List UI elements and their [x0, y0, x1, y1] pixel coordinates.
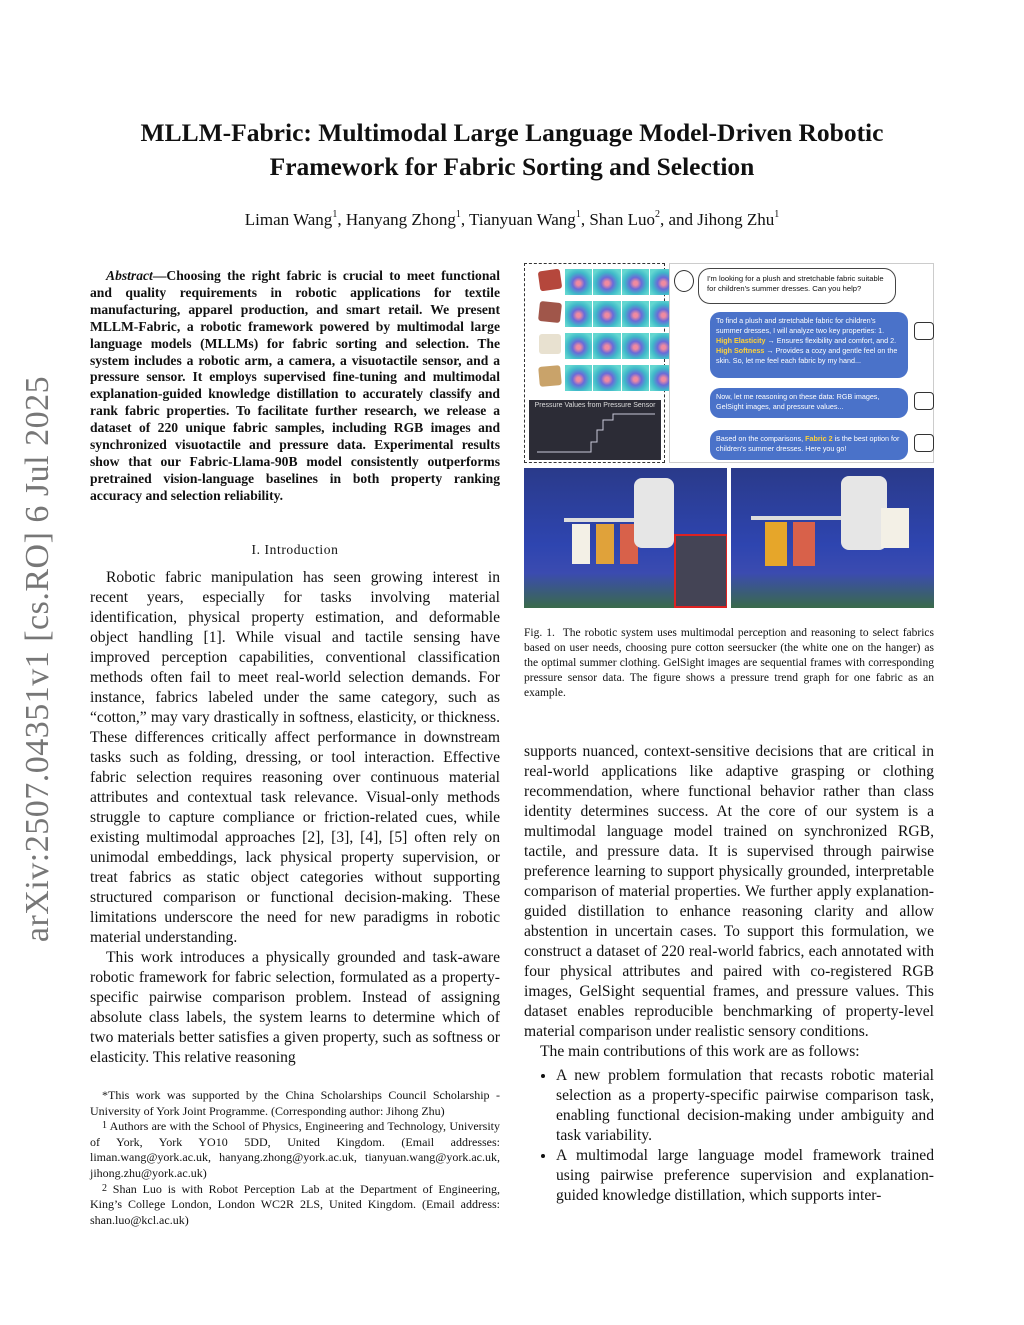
abstract: Abstract—Choosing the right fabric is crucial to meet functional and quality requirements in robotic applications for textile manufacturing, apparel production, and smart retail. We present MLLM-Fabric, a robotic framework powered by multimodal large language models (MLLMs) for fabric sorting and selection. The system includes a robotic arm, a camera, a visuotactile sensor, and a pressure sensor. It employs supervised fine-tuning and multimodal explanation-guided knowledge distillation to accurately classify and rank fabric properties. To facilitate further research, we release a dataset of 220 unique fabric samples, including RGB images and synchronized visuotactile and pressure data. Experimental results show that our Fabric-Llama-90B model consistently outperforms pretrained vision-language baselines in both property ranking accuracy and selection reliability. — [90, 268, 500, 503]
footnote-text: Authors are with the School of Physics, Engineering and Technology, University of York, York YO10 5DD, United Kingdom. (Email addresses: liman.wang@york.ac.uk, hanyang.zhong@york.ac.uk, tianyuan.wang@york.ac.uk, jihong.zhu@york.ac.uk) — [90, 1119, 500, 1180]
paragraph: Robotic fabric manipulation has seen growing interest in recent years, especially for tasks involving material identification, physical property estimation, and deformable object handling [1]. While visual and tactile sensing have improved perception capabilities, conventional classification methods often fail to meet real-world selection demands. For instance, fabrics labeled under the same category, such as “cotton,” may vary drastically in softness, elasticity, or thickness. These differences critically affect performance in downstream tasks such as folding, dressing, or tool interaction. Effective fabric selection requires reasoning over continuous material attributes and contextual task relevance. Visual-only methods struggle to capture compliance or friction-related cues, while existing multimodal approaches [2], [3], [4], [5] often rely on unimodal embeddings, lack physical property supervision, or treat fabrics as static object categories without supporting structured comparison or functional decision-making. These limitations underscore the need for new paradigms in robotic material understanding. — [90, 569, 500, 946]
author-list: Liman Wang$^1$, Hanyang Zhong$^1$, Tianyuan Wang$^1$, Shan Luo$^2$, and Jihong Zhu$^1$ — [244, 209, 780, 229]
right-column-body — [524, 742, 934, 1206]
affiliation-mark: 1 — [455, 209, 461, 220]
footnote-mark: 1 — [102, 1120, 107, 1132]
author-name: Tianyuan Wang — [469, 210, 576, 229]
caption-text: The robotic system uses multimodal perception and reasoning to select fabrics based on user needs, choosing pure cotton seersucker (the white one on the hanger) as the optimal summer clothing. GelSight images are sequential frames with corresponding pressure sensor data. The figure shows a pressure trend graph for one fabric as an example. — [524, 627, 935, 699]
message-text: Based on the comparisons, — [716, 434, 804, 443]
author-name: Liman Wang — [244, 210, 333, 229]
assistant-message — [710, 430, 908, 460]
contributions-list — [524, 1066, 934, 1206]
robot-assistant-icon — [914, 434, 934, 452]
sensor-data-panel — [524, 263, 665, 463]
footnote-2 — [90, 1182, 500, 1229]
robot-assistant-icon — [914, 392, 934, 410]
fabric-swatch — [538, 301, 562, 323]
assistant-message — [710, 312, 908, 378]
fabric-sample — [765, 522, 787, 566]
held-fabric — [881, 508, 909, 548]
pressure-trend-line — [529, 400, 661, 460]
paragraph: The main contributions of this work are as follows: — [540, 1043, 860, 1060]
gelsight-row — [565, 365, 677, 391]
message-text: To find a plush and stretchable fabric for children's summer dresses, I will analyze two key properties: 1. — [716, 316, 885, 335]
highlight-text: High Elasticity — [716, 336, 766, 345]
robot-scene-photo — [524, 468, 727, 608]
paper-title: MLLM-Fabric: Multimodal Large Language Model-Driven Robotic Framework for Fabric Sorting and Selection — [140, 118, 884, 181]
arxiv-identifier: arXiv:2507.04351v1 [cs.RO] 6 Jul 2025 — [19, 375, 56, 943]
author-name: Hanyang Zhong — [345, 210, 456, 229]
pressure-trend-graph — [529, 400, 661, 460]
user-avatar-icon — [674, 270, 694, 292]
footnote-text: Shan Luo is with Robot Perception Lab at the Department of Engineering, King’s College London, London WC2R 2LS, United Kingdom. (Email address: shan.luo@kcl.ac.uk) — [90, 1181, 501, 1227]
fabric-swatch — [539, 334, 561, 354]
intro-body — [90, 568, 500, 1068]
pressure-graph-title: Pressure Values from Pressure Sensor — [534, 402, 656, 409]
chat-panel — [669, 263, 934, 463]
fabric-sample — [596, 524, 614, 564]
footnote-1 — [90, 1119, 500, 1181]
message-text: → Ensures flexibility and comfort, and 2. — [767, 336, 897, 345]
author-name: Shan Luo — [589, 210, 655, 229]
gelsight-frames — [565, 269, 677, 391]
user-message: I'm looking for a plush and stretchable fabric suitable for children's summer dresses. Can you help? — [698, 268, 896, 304]
highlight-text: High Softness — [716, 346, 765, 355]
abstract-label: Abstract — [106, 268, 153, 283]
message-text: → Provides a cozy and gentle feel on the skin. So, let me feel each fabric by my hand... — [716, 346, 898, 365]
list-item: • A multimodal large language model framework trained using pairwise preference supervision and explanation-guided knowledge distillation, which supports inter- — [556, 1146, 934, 1206]
fabric-swatch — [538, 269, 563, 292]
figure-caption — [524, 626, 934, 701]
footnote: *This work was supported by the China Scholarships Council Scholarship - University of York Joint Programme. (Corresponding author: Jihong Zhu) — [90, 1088, 500, 1118]
fabric-sample — [793, 522, 815, 566]
paragraph: supports nuanced, context-sensitive decisions that are critical in real-world applications like adaptive grasping or clothing recommendation, where functional behavior rather than class identity determines success. At the core of our system is a multimodal language model trained on synchronized RGB, tactile, and pressure data. It is supervised through pairwise preference learning to support physically grounded, interpretable comparison of material properties. We further apply explanation-guided distillation to enhance reasoning clarity and allow abstention in uncertain cases. To support this formulation, we construct a dataset of 220 real-world fabrics, each annotated with four physical attributes and paired with co-registered RGB images, GelSight sequential frames, and pressure values. This dataset enables reproducible benchmarking of property-level material comparison under realistic sensory conditions. — [524, 743, 934, 1040]
assistant-message: Now, let me reasoning on these data: RGB images, GelSight images, and pressure values... — [710, 388, 908, 418]
figure-1 — [524, 263, 934, 608]
abstract-text: Choosing the right fabric is crucial to meet functional and quality requirements in robotic applications for textile manufacturing, apparel production, and smart retail. We present MLLM-Fabric, a robotic framework powered by multimodal large language models (MLLMs) for fabric sorting and selection. The system includes a robotic arm, a camera, a visuotactile sensor, and a pressure sensor. It employs supervised fine-tuning and multimodal explanation-guided knowledge distillation to accurately classify and rank fabric properties. To facilitate further research, we release a dataset of 220 unique fabric samples, including RGB images and synchronized visuotactile and pressure data. Experimental results show that our Fabric-Llama-90B model consistently outperforms pretrained vision-language baselines in both property ranking accuracy and selection reliability. — [90, 268, 500, 503]
robot-scene-photo — [731, 468, 934, 608]
fabric-swatch-column — [539, 270, 561, 386]
footnotes — [90, 1088, 500, 1228]
gelsight-row — [565, 301, 677, 327]
gripper-inset — [674, 534, 727, 608]
gelsight-row — [565, 333, 677, 359]
author-name: Jihong Zhu — [697, 210, 775, 229]
list-item: • A new problem formulation that recasts robotic material selection as a property-specific pairwise comparison task, enabling functional decision-making under ambiguity and task variability. — [556, 1066, 934, 1146]
caption-label: Fig. 1. — [524, 627, 555, 639]
gelsight-row — [565, 269, 677, 295]
section-heading: I. Introduction — [251, 542, 339, 557]
robot-assistant-icon — [914, 322, 934, 340]
affiliation-mark: 1 — [774, 209, 780, 220]
fabric-sample — [572, 524, 590, 564]
robot-photos — [524, 468, 934, 608]
message-text: is the best option for children's summer dresses. Here you go! — [716, 434, 900, 453]
affiliation-mark: 1 — [575, 209, 581, 220]
paragraph: This work introduces a physically grounded and task-aware robotic framework for fabric selection, formulated as a property-specific pairwise comparison problem. Instead of assigning absolute class labels, the system learns to determine which of two materials better satisfies a given property, such as softness or elasticity. This relative reasoning — [90, 949, 500, 1066]
robot-arm — [634, 478, 674, 548]
fabric-swatch — [538, 365, 562, 387]
footnote-mark: 2 — [102, 1182, 107, 1194]
affiliation-mark: 1 — [332, 209, 338, 220]
highlight-text: Fabric 2 — [805, 434, 833, 443]
affiliation-mark: 2 — [654, 209, 660, 220]
